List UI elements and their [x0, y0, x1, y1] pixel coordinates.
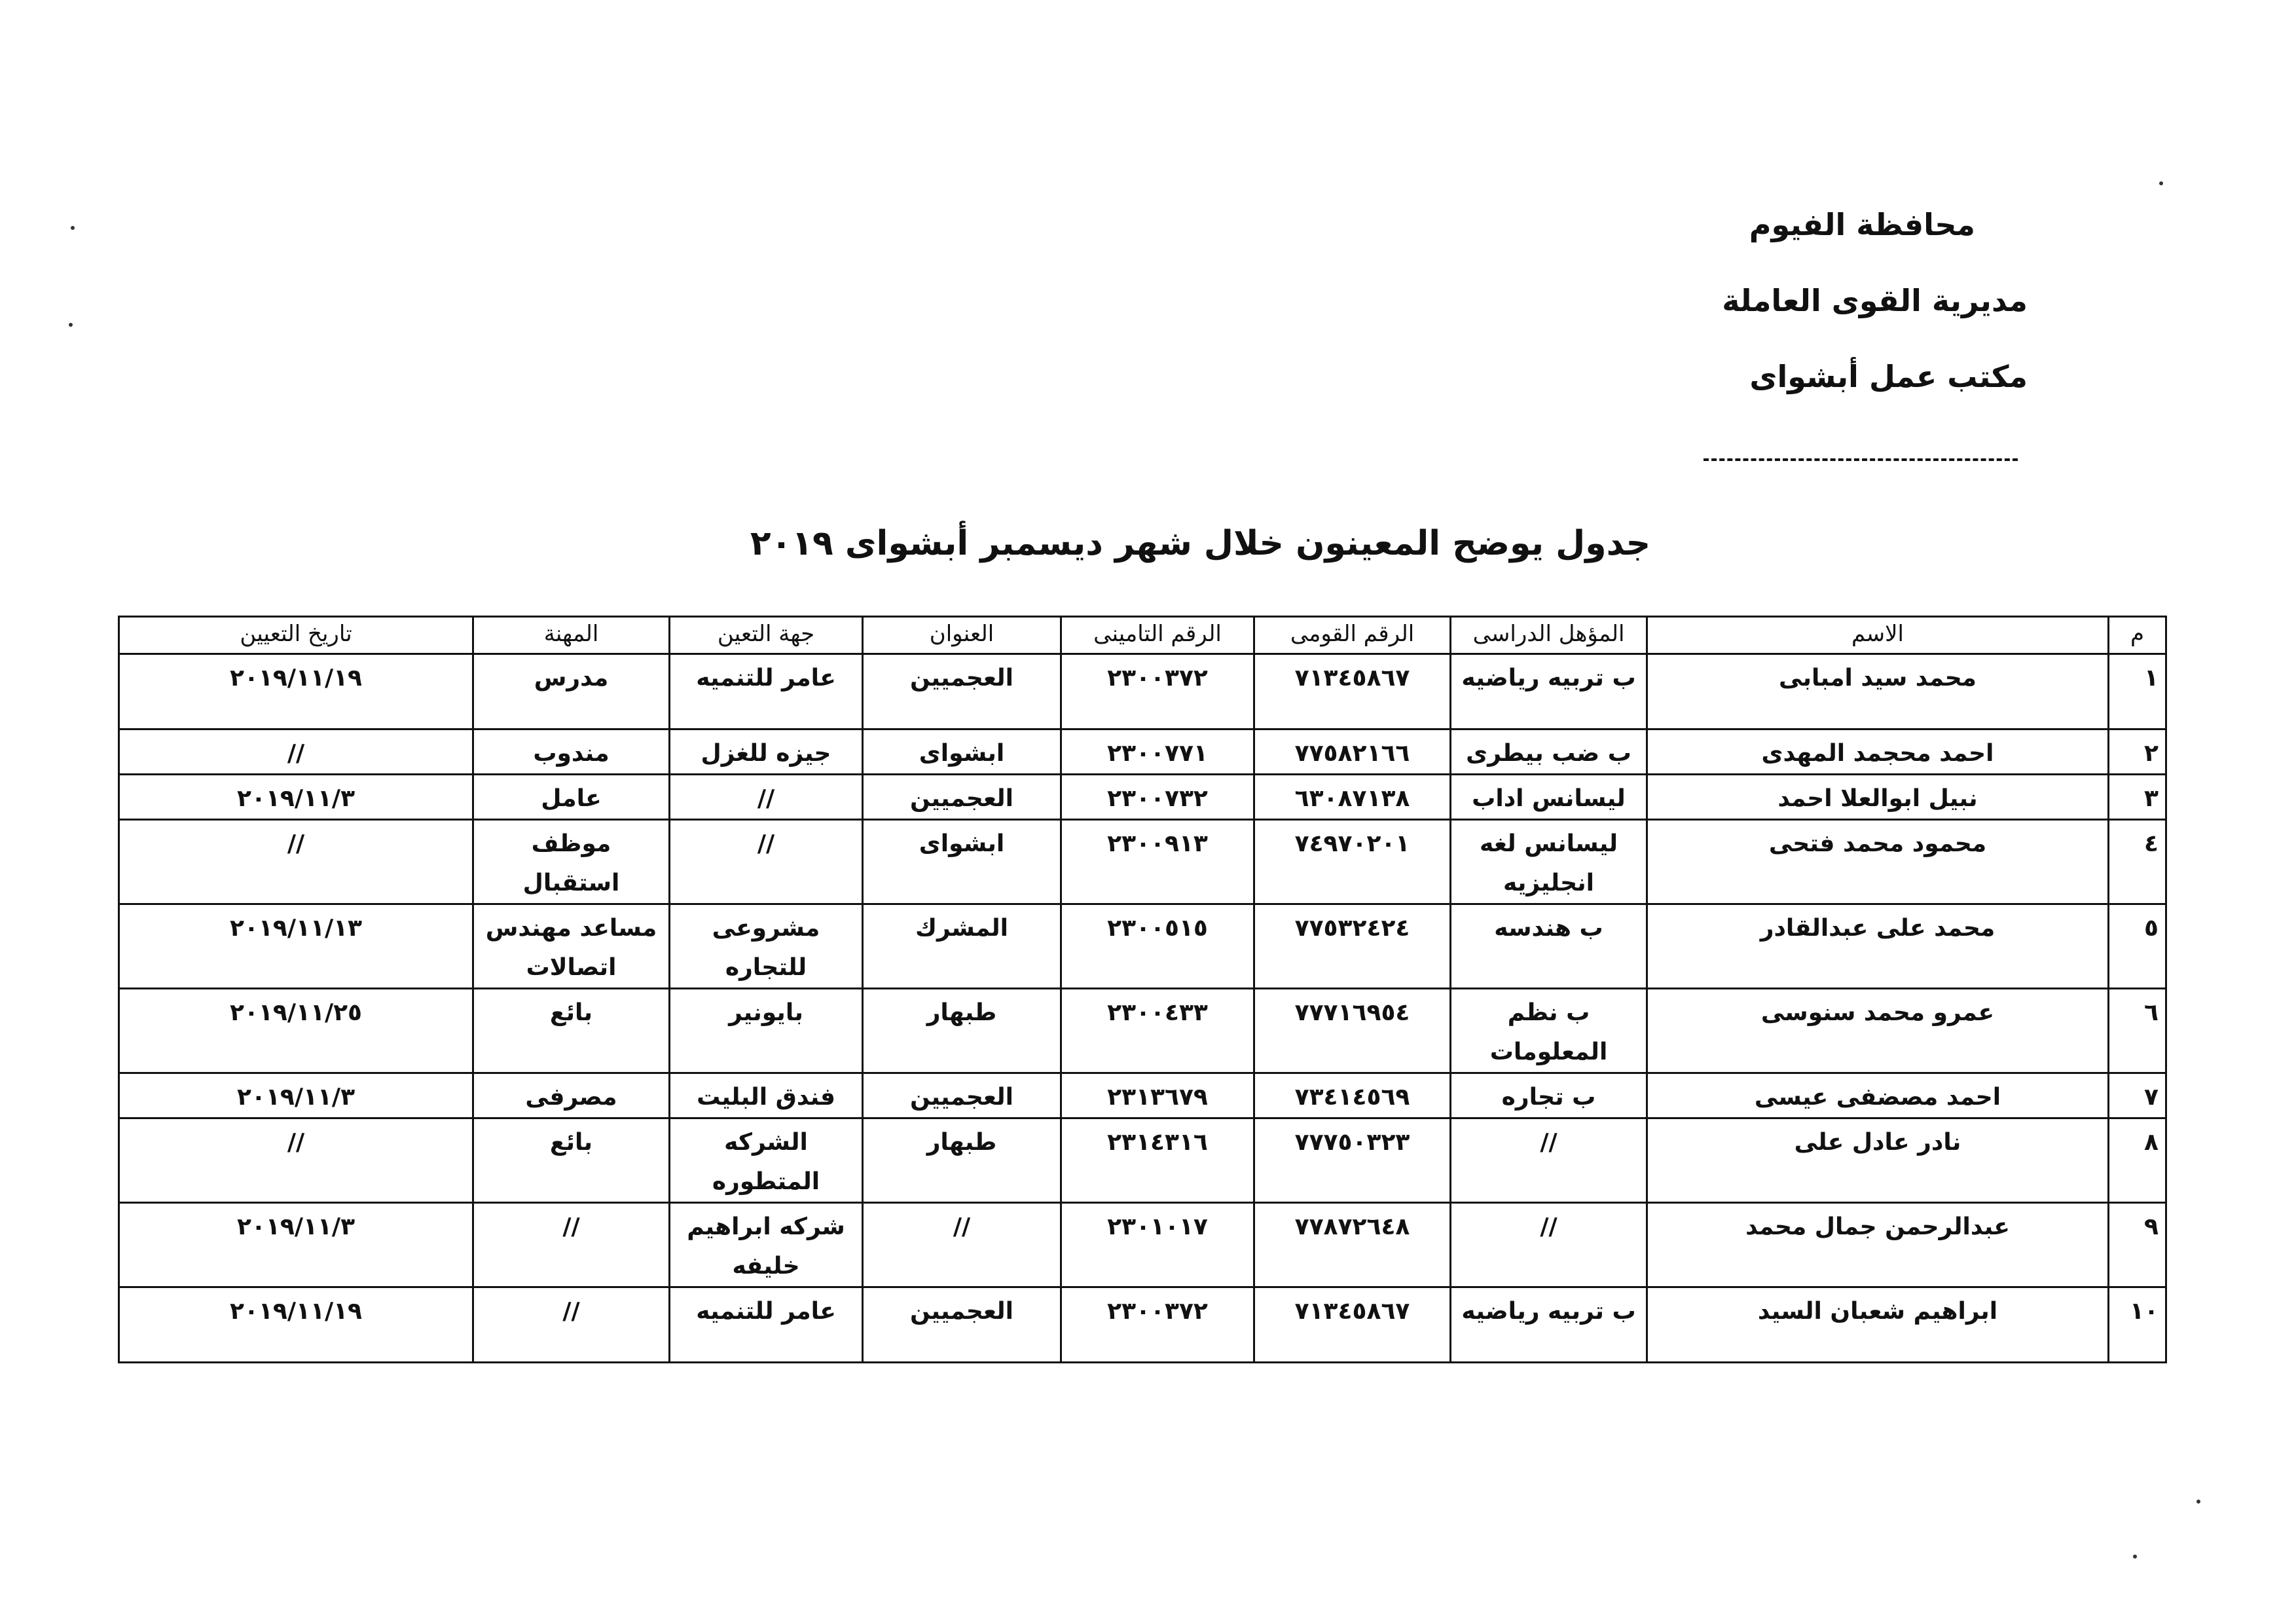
column-header-date: تاريخ التعيين [119, 617, 473, 654]
cell-occupation: موظف استقبال [473, 820, 670, 904]
cell-no: ٦ [2109, 989, 2166, 1073]
cell-employer: مشروعى للتجاره [670, 904, 863, 989]
cell-national-id: ٧٧٥٨٢١٦٦ [1254, 729, 1451, 775]
header-divider [1704, 458, 2018, 461]
cell-national-id: ٧١٣٤٥٨٦٧ [1254, 654, 1451, 729]
cell-insurance-no: ٢٣٠٠٣٧٢ [1061, 1287, 1254, 1363]
cell-national-id: ٧٧٥٣٢٤٢٤ [1254, 904, 1451, 989]
cell-employer: // [670, 820, 863, 904]
cell-national-id: ٧١٣٤٥٨٦٧ [1254, 1287, 1451, 1363]
cell-occupation: // [473, 1203, 670, 1287]
table-row [119, 1287, 2166, 1363]
cell-insurance-no: ٢٣٠٠٧٧١ [1061, 729, 1254, 775]
cell-employer: عامر للتنميه [670, 1287, 863, 1363]
cell-date: ٢٠١٩/١١/٣ [119, 775, 473, 820]
cell-no: ٨ [2109, 1118, 2166, 1203]
cell-qualification: ليسانس لغه انجليزيه [1451, 820, 1647, 904]
cell-national-id: ٧٤٩٧٠٢٠١ [1254, 820, 1451, 904]
cell-qualification: ليسانس اداب [1451, 775, 1647, 820]
cell-date: ٢٠١٩/١١/١٩ [119, 654, 473, 729]
cell-national-id: ٧٧٧١٦٩٥٤ [1254, 989, 1451, 1073]
cell-name: محمود محمد فتحى [1647, 820, 2109, 904]
cell-insurance-no: ٢٣٠٠٩١٣ [1061, 820, 1254, 904]
cell-employer: شركه ابراهيم خليفه [670, 1203, 863, 1287]
cell-employer: الشركه المتطوره [670, 1118, 863, 1203]
cell-qualification: ب ضب بيطرى [1451, 729, 1647, 775]
scan-speck [2159, 181, 2163, 185]
cell-name: احمد محجمد المهدى [1647, 729, 2109, 775]
column-header-national-id: الرقم القومى [1254, 617, 1451, 654]
cell-insurance-no: ٢٣٠٠٧٣٢ [1061, 775, 1254, 820]
table-row [119, 729, 2166, 775]
cell-address: طبهار [863, 1118, 1061, 1203]
governorate-heading: محافظة الفيوم [1749, 207, 1975, 242]
directorate-heading: مديرية القوى العاملة [1722, 283, 2028, 318]
cell-occupation: // [473, 1287, 670, 1363]
scan-speck [2133, 1555, 2137, 1559]
table-row [119, 904, 2166, 989]
appointees-table [118, 616, 2167, 1363]
cell-no: ٧ [2109, 1073, 2166, 1118]
cell-address: ابشواى [863, 729, 1061, 775]
column-header-qualification: المؤهل الدراسى [1451, 617, 1647, 654]
scan-speck [2196, 1500, 2200, 1504]
cell-national-id: ٧٣٤١٤٥٦٩ [1254, 1073, 1451, 1118]
cell-qualification: ب هندسه [1451, 904, 1647, 989]
cell-no: ١٠ [2109, 1287, 2166, 1363]
cell-national-id: ٧٧٧٥٠٣٢٣ [1254, 1118, 1451, 1203]
cell-address: طبهار [863, 989, 1061, 1073]
cell-date: // [119, 820, 473, 904]
letterhead [1438, 187, 2028, 415]
table-header-row [119, 617, 2166, 654]
cell-address: العجميين [863, 1073, 1061, 1118]
cell-occupation: عامل [473, 775, 670, 820]
table-row [119, 654, 2166, 729]
cell-name: نادر عادل على [1647, 1118, 2109, 1203]
cell-name: محمد على عبدالقادر [1647, 904, 2109, 989]
table-row [119, 1118, 2166, 1203]
cell-no: ٩ [2109, 1203, 2166, 1287]
document-title: جدول يوضح المعينون خلال شهر ديسمبر أبشواى ٢٠١٩ [750, 524, 1651, 563]
cell-national-id: ٧٧٨٧٢٦٤٨ [1254, 1203, 1451, 1287]
scan-speck [71, 226, 75, 230]
cell-occupation: مصرفى [473, 1073, 670, 1118]
cell-name: عمرو محمد سنوسى [1647, 989, 2109, 1073]
column-header-occupation: المهنة [473, 617, 670, 654]
cell-insurance-no: ٢٣٠٠٣٧٢ [1061, 654, 1254, 729]
cell-occupation: بائع [473, 1118, 670, 1203]
cell-qualification: // [1451, 1118, 1647, 1203]
cell-name: عبدالرحمن جمال محمد [1647, 1203, 2109, 1287]
table-row [119, 1073, 2166, 1118]
cell-no: ٣ [2109, 775, 2166, 820]
cell-no: ٤ [2109, 820, 2166, 904]
cell-qualification: ب تربيه رياضيه [1451, 654, 1647, 729]
cell-employer: // [670, 775, 863, 820]
cell-date: ٢٠١٩/١١/٣ [119, 1073, 473, 1118]
cell-name: نبيل ابوالعلا احمد [1647, 775, 2109, 820]
cell-name: محمد سيد امبابى [1647, 654, 2109, 729]
column-header-employer: جهة التعين [670, 617, 863, 654]
cell-insurance-no: ٢٣٠١٠١٧ [1061, 1203, 1254, 1287]
cell-employer: فندق البليت [670, 1073, 863, 1118]
cell-address: ابشواى [863, 820, 1061, 904]
cell-qualification: ب تربيه رياضيه [1451, 1287, 1647, 1363]
column-header-name: الاسم [1647, 617, 2109, 654]
cell-address: العجميين [863, 775, 1061, 820]
column-header-address: العنوان [863, 617, 1061, 654]
cell-employer: بايونير [670, 989, 863, 1073]
cell-insurance-no: ٢٣٠٠٤٣٣ [1061, 989, 1254, 1073]
cell-address: العجميين [863, 654, 1061, 729]
cell-date: ٢٠١٩/١١/٣ [119, 1203, 473, 1287]
cell-occupation: مندوب [473, 729, 670, 775]
office-heading: مكتب عمل أبشواى [1749, 359, 2028, 394]
cell-no: ١ [2109, 654, 2166, 729]
cell-employer: عامر للتنميه [670, 654, 863, 729]
cell-occupation: مساعد مهندس اتصالات [473, 904, 670, 989]
cell-name: احمد مصضفى عيسى [1647, 1073, 2109, 1118]
cell-insurance-no: ٢٣٠٠٥١٥ [1061, 904, 1254, 989]
scan-speck [69, 323, 73, 327]
cell-qualification: ب تجاره [1451, 1073, 1647, 1118]
cell-insurance-no: ٢٣١٣٦٧٩ [1061, 1073, 1254, 1118]
cell-date: // [119, 1118, 473, 1203]
cell-insurance-no: ٢٣١٤٣١٦ [1061, 1118, 1254, 1203]
cell-name: ابراهيم شعبان السيد [1647, 1287, 2109, 1363]
table-row [119, 820, 2166, 904]
cell-no: ٥ [2109, 904, 2166, 989]
cell-date: ٢٠١٩/١١/١٣ [119, 904, 473, 989]
column-header-insurance-no: الرقم التامينى [1061, 617, 1254, 654]
cell-date: ٢٠١٩/١١/١٩ [119, 1287, 473, 1363]
cell-occupation: مدرس [473, 654, 670, 729]
table-row [119, 775, 2166, 820]
cell-date: // [119, 729, 473, 775]
table-row [119, 1203, 2166, 1287]
cell-employer: جيزه للغزل [670, 729, 863, 775]
cell-qualification: ب نظم المعلومات [1451, 989, 1647, 1073]
cell-address: // [863, 1203, 1061, 1287]
cell-address: المشرك [863, 904, 1061, 989]
cell-qualification: // [1451, 1203, 1647, 1287]
cell-occupation: بائع [473, 989, 670, 1073]
cell-address: العجميين [863, 1287, 1061, 1363]
cell-no: ٢ [2109, 729, 2166, 775]
table-row [119, 989, 2166, 1073]
column-header-no: م [2109, 617, 2166, 654]
cell-national-id: ٦٣٠٨٧١٣٨ [1254, 775, 1451, 820]
cell-date: ٢٠١٩/١١/٢٥ [119, 989, 473, 1073]
